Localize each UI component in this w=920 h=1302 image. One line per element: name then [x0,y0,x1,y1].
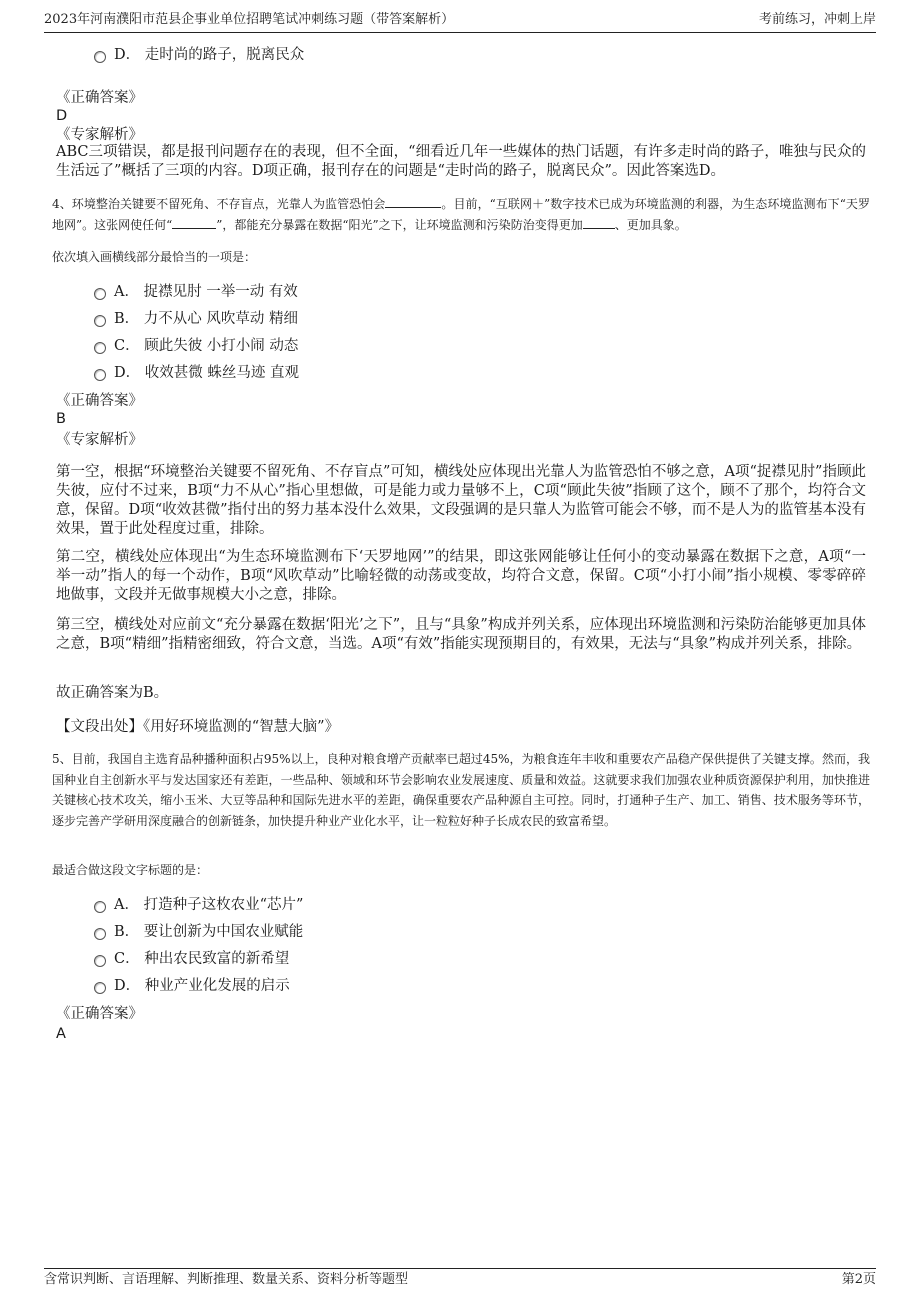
option-label: D． 收效甚微 蛛丝马迹 直观 [114,365,299,381]
q4-option-d[interactable] [94,362,299,384]
q4-option-c[interactable] [94,335,298,357]
fill-blank [583,216,615,229]
fill-blank [172,216,216,229]
radio-icon[interactable] [94,901,106,913]
fill-blank [385,195,441,208]
q3-analysis: ABC三项错误，都是报刊问题存在的表现，但不全面，“细看近几年一些媒体的热门话题，有许多走时尚的路子，唯独与民众的生活远了”概括了三项的内容。D项正确，报刊存在的问题是“走时尚的路子，脱离民众”。因此答案选D。 [56,144,866,179]
radio-icon[interactable] [94,51,106,63]
option-label: C． 顾此失彼 小打小闹 动态 [114,338,299,354]
q4-conclusion: 故正确答案为B。 [56,685,169,701]
q4-stem-part: 、更加具象。 [614,217,687,232]
radio-icon[interactable] [94,955,106,967]
page-header [44,10,876,30]
q5-answer: A [56,1026,66,1042]
q5-option-b[interactable] [94,921,303,943]
q4-stem [52,194,870,235]
q4-stem-part: 。目前，“互联网＋”数字技术已成为环境监测的利器，为生态环境监测布下“天罗地网”。这张网使任何“ [52,197,870,232]
radio-icon[interactable] [94,982,106,994]
radio-icon[interactable] [94,315,106,327]
source-tag: 【文段出处】 [56,719,143,735]
footer-divider [44,1268,876,1269]
q4-analysis-para-1: 第一空，根据“环境整治关键要不留死角、不存盲点”可知，横线处应体现出光靠人为监管恐怕不够之意，A项“捉襟见肘”指顾此失彼，应付不过来，B项“力不从心”指心里想做，可是能力或力量够不上，C项“顾此失彼”指顾了这个，顾不了那个，均符合文意，保留。D项“收效甚微”指付出的努力基本没什么效果，文段强调的是只靠人为监管可能会不够，而不是人为的监管基本没有效果，置于此处程度过重，排除。 [56,464,866,537]
header-slogan: 考前练习，冲刺上岸 [758,12,876,27]
q5-stem: 5、目前，我国自主选育品种播种面积占95%以上，良种对粮食增产贡献率已超过45%，为粮食连年丰收和重要农产品稳产保供提供了关键支撑。然而，我国种业自主创新水平与发达国家还有差距，一些品种、领域和环节会影响农业发展速度、质量和效益。这就要求我们加强农业种质资源保护利用，加快推进关键核心技术攻关，缩小玉米、大豆等品种和国际先进水平的差距，确保重要农产品种源自主可控。同时，打通种子生产、加工、销售、技术服务等环节，逐步完善产学研用深度融合的创新链条，加快提升种业产业化水平，让一粒粒好种子长成农民的致富希望。 [52,752,870,828]
q4-stem-part: ”，都能充分暴露在数据“阳光”之下，让环境监测和污染防治变得更加 [216,217,583,232]
q5-prompt: 最适合做这段文字标题的是： [52,863,209,877]
header-title: 2023年河南濮阳市范县企事业单位招聘笔试冲刺练习题（带答案解析） [44,12,455,27]
q3-answer-label: 《正确答案》 [56,90,143,106]
q3-option-d[interactable] [94,44,304,66]
option-label: A． 打造种子这枚农业“芯片” [114,897,304,913]
q4-analysis-label: 《专家解析》 [56,432,143,448]
radio-icon[interactable] [94,342,106,354]
radio-icon[interactable] [94,928,106,940]
page-number: 第2页 [841,1272,876,1287]
q4-prompt: 依次填入画横线部分最恰当的一项是： [52,250,257,264]
radio-icon[interactable] [94,288,106,300]
option-label: D． 种业产业化发展的启示 [114,978,290,994]
page-footer [44,1270,876,1290]
option-label: C． 种出农民致富的新希望 [114,951,290,967]
q5-option-a[interactable] [94,894,303,916]
q5-option-c[interactable] [94,948,289,970]
q4-answer-label: 《正确答案》 [56,393,143,409]
q4-option-b[interactable] [94,308,298,330]
option-label: B． 要让创新为中国农业赋能 [114,924,304,940]
q4-stem-part: 4、环境整治关键要不留死角、不存盲点，光靠人为监管恐怕会 [52,197,386,211]
radio-icon[interactable] [94,369,106,381]
footer-note: 含常识判断、言语理解、判断推理、数量关系、资料分析等题型 [44,1272,409,1287]
q4-answer: B [56,411,66,427]
option-label: B． 力不从心 风吹草动 精细 [114,311,298,327]
q3-analysis-label: 《专家解析》 [56,127,143,143]
q3-answer: D [56,108,68,124]
q4-analysis-para-3: 第三空，横线处对应前文“充分暴露在数据‘阳光’之下”，且与“具象”构成并列关系，应体现出环境监测和污染防治能够更加具体之意，B项“精细”指精密细致，符合文意，当选。A项“有效”指能实现预期目的，有效果，无法与“具象”构成并列关系，排除。 [56,617,866,652]
option-label: D． 走时尚的路子，脱离民众 [114,47,305,63]
option-label: A． 捉襟见肘 一举一动 有效 [114,284,298,300]
q4-option-a[interactable] [94,281,298,303]
q4-source [56,718,866,737]
q5-answer-label: 《正确答案》 [56,1006,143,1022]
q4-analysis-para-2: 第二空，横线处应体现出“为生态环境监测布下‘天罗地网’”的结果，即这张网能够让任何小的变动暴露在数据下之意，A项“一举一动”指人的每一个动作，B项“风吹草动”比喻轻微的动荡或变故，均符合文意，保留。C项“小打小闹”指小规模、零零碎碎地做事，文段并无做事规模大小之意，排除。 [56,549,866,603]
source-title: 《用好环境监测的“智慧大脑”》 [143,719,340,735]
header-divider [44,32,876,33]
q5-option-d[interactable] [94,975,290,997]
